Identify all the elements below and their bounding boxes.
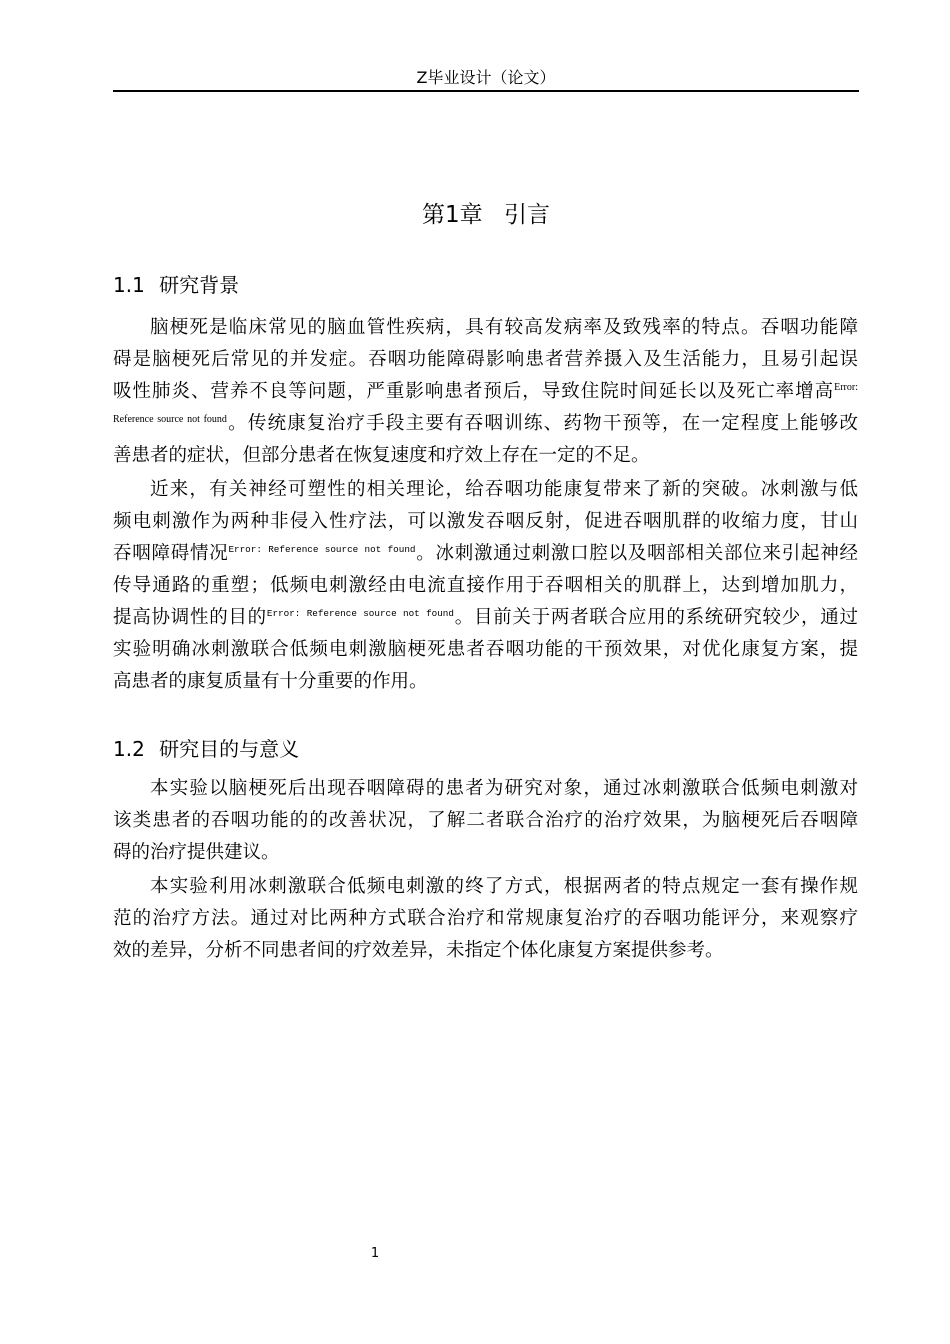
- paragraph-line: [113, 376, 858, 408]
- paragraph-line: 碍的治疗提供建议。: [113, 842, 280, 863]
- running-header: [113, 68, 859, 88]
- paragraph-line: 本实验以脑梗死后出现吞咽障碍的患者为研究对象，通过冰刺激联合低频电刺激对: [150, 778, 858, 799]
- paragraph-line: 本实验利用冰刺激联合低频电刺激的终了方式，根据两者的特点规定一套有操作规: [150, 876, 858, 897]
- paragraph-line: 近来，有关神经可塑性的相关理论，给吞咽功能康复带来了新的突破。冰刺激与低: [150, 479, 858, 500]
- paragraph: [113, 312, 858, 472]
- paragraph-line: 碍是脑梗死后常见的并发症。吞咽功能障碍影响患者营养摄入及生活能力，且易引起误: [113, 349, 858, 370]
- paragraph-line: 善患者的症状，但部分患者在恢复速度和疗效上存在一定的不足。: [113, 445, 650, 466]
- line-text: 吸性肺炎、营养不良等问题，严重影响患者预后，导致住院时间延长以及死亡率增高: [113, 381, 835, 402]
- paragraph-line: [113, 538, 858, 570]
- paragraph: [113, 773, 858, 869]
- paragraph-line: 效的差异，分析不同患者间的疗效差异，未指定个体化康复方案提供参考。: [113, 940, 724, 961]
- line-text: 。冰刺激通过刺激口腔以及咽部相关部位来引起神经: [415, 543, 858, 564]
- citation-marker: Error: Reference source not found: [228, 543, 416, 555]
- citation-marker: Error: Reference source not found: [266, 607, 454, 619]
- paragraph-line: [113, 602, 858, 634]
- section-heading-1-1: 1.1 研究背景: [113, 273, 240, 297]
- paragraph-line: 实验明确冰刺激联合低频电刺激脑梗死患者吞咽功能的干预效果，对优化康复方案，提: [113, 639, 858, 660]
- paragraph-line: 传导通路的重塑；低频电刺激经由电流直接作用于吞咽相关的肌群上，达到增加肌力，: [113, 575, 858, 596]
- paragraph-line: 高患者的康复质量有十分重要的作用。: [113, 671, 428, 692]
- line-text: 吞咽障碍情况: [113, 543, 229, 564]
- page-number: 1: [370, 1246, 380, 1261]
- paragraph-line: [113, 408, 858, 440]
- citation-marker: Reference source not found: [113, 413, 227, 425]
- header-rule: [113, 90, 859, 92]
- paragraph-line: 范的治疗方法。通过对比两种方式联合治疗和常规康复治疗的吞咽功能评分，来观察疗: [113, 908, 858, 929]
- citation-marker: Error:: [834, 381, 858, 393]
- paragraph-line: 该类患者的吞咽功能的的改善状况，了解二者联合治疗的治疗效果，为脑梗死后吞咽障: [113, 810, 858, 831]
- line-text: 。目前关于两者联合应用的系统研究较少，通过: [453, 607, 858, 628]
- line-text: 。传统康复治疗手段主要有吞咽训练、药物干预等，在一定程度上能够改: [226, 413, 858, 434]
- paragraph-line: 脑梗死是临床常见的脑血管性疾病，具有较高发病率及致残率的特点。吞咽功能障: [150, 317, 858, 338]
- running-header-title: Z毕业设计（论文）: [416, 68, 556, 87]
- chapter-title: 第1章 引言: [422, 202, 550, 228]
- paragraph: [113, 474, 858, 698]
- paragraph-line: 频电刺激作为两种非侵入性疗法，可以激发吞咽反射，促进吞咽肌群的收缩力度，甘山: [113, 511, 858, 532]
- line-text: 提高协调性的目的: [113, 607, 267, 628]
- section-heading-1-2: 1.2 研究目的与意义: [113, 737, 300, 761]
- paragraph: [113, 871, 858, 967]
